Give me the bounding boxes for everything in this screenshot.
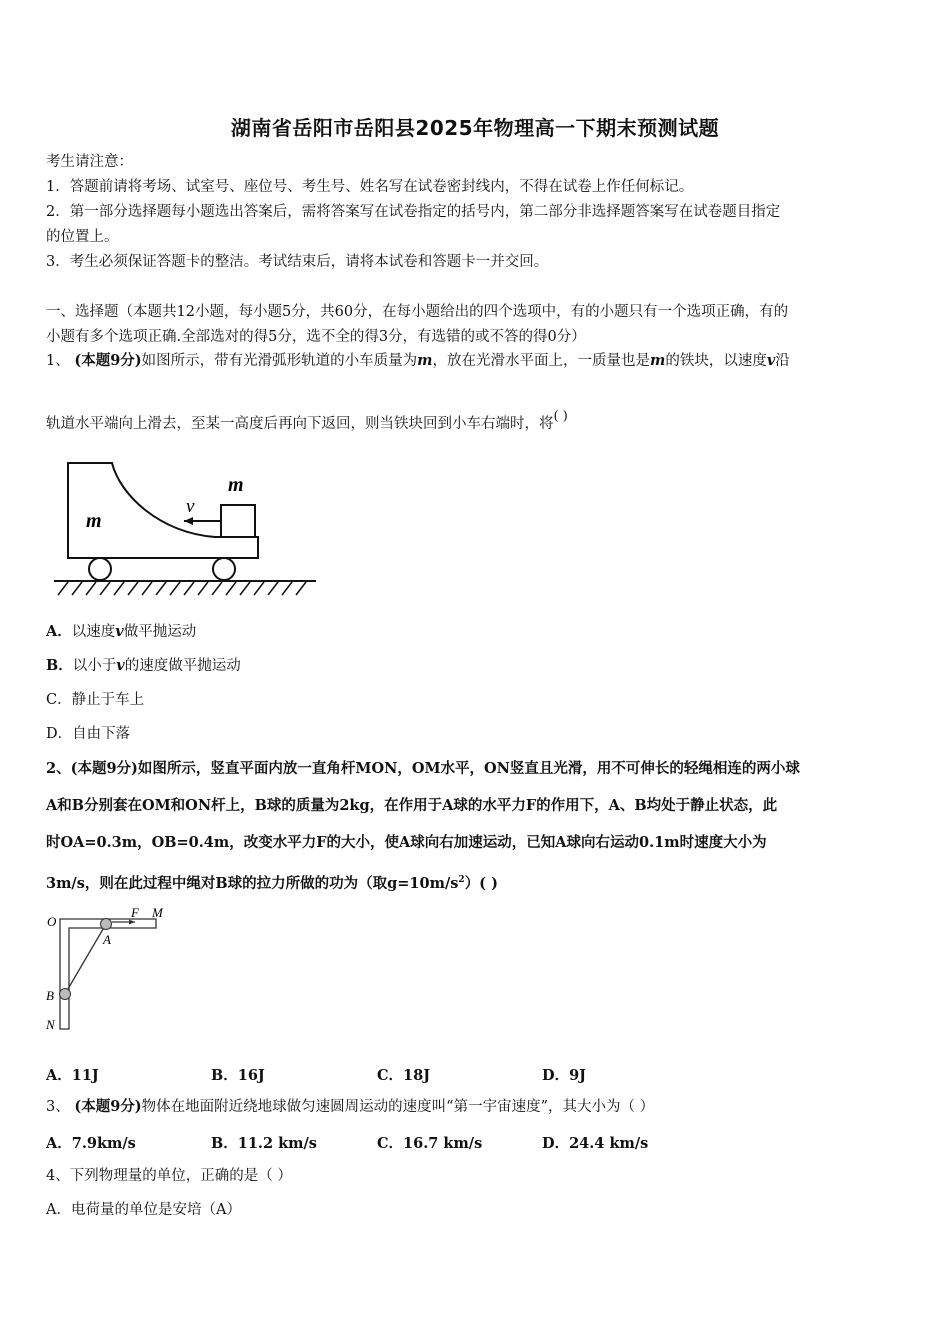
- q1-option-b-text-2: 的速度做平抛运动: [124, 658, 241, 674]
- q3-score: (本题9分): [74, 1098, 142, 1115]
- velocity-label: v: [186, 496, 195, 517]
- q1-option-b-v: v: [116, 657, 125, 674]
- q1-stem-line-2: [46, 409, 908, 435]
- q1-number: 1、: [46, 353, 70, 369]
- q3-option-d: D．24.4 km/s: [542, 1135, 649, 1152]
- ball-b: [60, 989, 71, 1000]
- q1-option-a-text: 以速度: [71, 624, 116, 640]
- q1-option-a: [46, 622, 908, 642]
- q1-option-b-text: 以小于: [72, 658, 117, 674]
- q1-option-a-v: v: [115, 623, 124, 640]
- q1-text-a: 如图所示，带有光滑弧形轨道的小车质量为: [141, 353, 418, 369]
- notice-item-2-cont: 的位置上。: [46, 229, 119, 245]
- q3-text: 物体在地面附近绕地球做匀速圆周运动的速度叫“第一宇宙速度”，其大小为（ ）: [141, 1099, 655, 1115]
- exam-title: 湖南省岳阳市岳阳县2025年物理高一下期末预测试题: [230, 116, 720, 140]
- q4-stem: 4、下列物理量的单位，正确的是（ ）: [46, 1168, 292, 1184]
- notice-item-1: 1．答题前请将考场、试室号、座位号、考生号、姓名写在试卷密封线内，不得在试卷上作任何标记。: [46, 179, 694, 195]
- q2-rod-figure: [40, 903, 180, 1035]
- ground-hatching: [58, 582, 306, 595]
- q2-stem-line-4-text: 3m/s，则在此过程中绳对B球的拉力所做的功为（取g=10m/s: [46, 874, 459, 892]
- iron-block: [221, 505, 255, 537]
- q1-mass-symbol-2: m: [650, 352, 666, 369]
- q2-stem-line-3: 时OA=0.3m，OB=0.4m，改变水平力F的大小，使A球向右加速运动，已知A球向右运动0.1m时速度大小为: [46, 834, 767, 851]
- q1-option-a-key: A．: [46, 623, 72, 640]
- block-mass-label: m: [228, 474, 244, 496]
- cart-wheel-left: [89, 558, 111, 580]
- q1-option-a-text-2: 做平抛运动: [123, 624, 197, 640]
- label-o: O: [47, 914, 57, 929]
- q2-option-c: C．18J: [377, 1067, 431, 1084]
- q1-answer-paren: ( ): [553, 409, 568, 424]
- q1-stem-line-1: [46, 351, 908, 371]
- q3-option-b: B．11.2 km/s: [211, 1135, 317, 1152]
- velocity-arrowhead: [184, 517, 193, 525]
- q2-stem-line-2: A和B分别套在OM和ON杆上，B球的质量为2kg，在作用于A球的水平力F的作用下，A、B均处于静止状态，此: [46, 797, 778, 814]
- section-heading-line-1: 一、选择题（本题共12小题，每小题5分，共60分，在每小题给出的四个选项中，有的小题只有一个选项正确，有的: [46, 304, 789, 320]
- q1-velocity-symbol: v: [766, 352, 776, 369]
- q1-text-c: 的铁块，以速度: [665, 353, 767, 369]
- notice-item-3: 3．考生必须保证答题卡的整洁。考试结束后，请将本试卷和答题卡一并交回。: [46, 254, 549, 270]
- q2-stem-line-1: 2、(本题9分)如图所示，竖直平面内放一直角杆MON，OM水平，ON竖直且光滑，用不可伸长的轻绳相连的两小球: [46, 760, 800, 777]
- label-n: N: [46, 1017, 55, 1032]
- q1-text-b: ，放在光滑水平面上，一质量也是: [432, 353, 650, 369]
- q1-option-c: C．静止于车上: [46, 692, 145, 708]
- q2-stem-line-4-paren: ）( ): [464, 874, 498, 892]
- label-f: F: [131, 905, 139, 920]
- q3-number: 3、: [46, 1099, 70, 1115]
- ball-a: [101, 919, 112, 930]
- q3-stem: [46, 1097, 908, 1117]
- cart-wheel-right: [213, 558, 235, 580]
- q2-option-a: A．11J: [46, 1067, 99, 1084]
- notice-heading: 考生请注意：: [46, 154, 133, 170]
- q1-text-e: 轨道水平端向上滑去，至某一高度后再向下返回，则当铁块回到小车右端时，将: [46, 416, 554, 432]
- q3-option-c: C．16.7 km/s: [377, 1135, 483, 1152]
- q2-superscript: 2: [458, 875, 465, 885]
- q2-option-d: D．9J: [542, 1067, 587, 1084]
- section-heading-line-2: 小题有多个选项正确.全部选对的得5分，选不全的得3分，有选错的或不答的得0分）: [46, 329, 586, 345]
- notice-item-2: 2．第一部分选择题每小题选出答案后，需将答案写在试卷指定的括号内，第二部分非选择题答案写在试卷题目指定: [46, 204, 781, 220]
- q2-stem-line-4: [46, 870, 908, 894]
- q2-option-b: B．16J: [211, 1067, 265, 1084]
- label-m: M: [152, 905, 163, 920]
- q1-cart-figure: [50, 455, 320, 600]
- label-a: A: [103, 932, 111, 947]
- cart-mass-label: m: [86, 510, 102, 532]
- q4-option-a: A．电荷量的单位是安培（A）: [46, 1202, 241, 1218]
- q1-option-b-key: B．: [46, 657, 73, 674]
- q1-mass-symbol: m: [417, 352, 433, 369]
- label-b: B: [46, 988, 54, 1003]
- q1-text-d: 沿: [775, 353, 790, 369]
- q3-option-a: A．7.9km/s: [46, 1135, 136, 1152]
- q1-option-b: [46, 656, 908, 676]
- q1-option-d: D．自由下落: [46, 726, 131, 742]
- rope: [65, 924, 106, 994]
- q1-score: (本题9分): [74, 352, 142, 369]
